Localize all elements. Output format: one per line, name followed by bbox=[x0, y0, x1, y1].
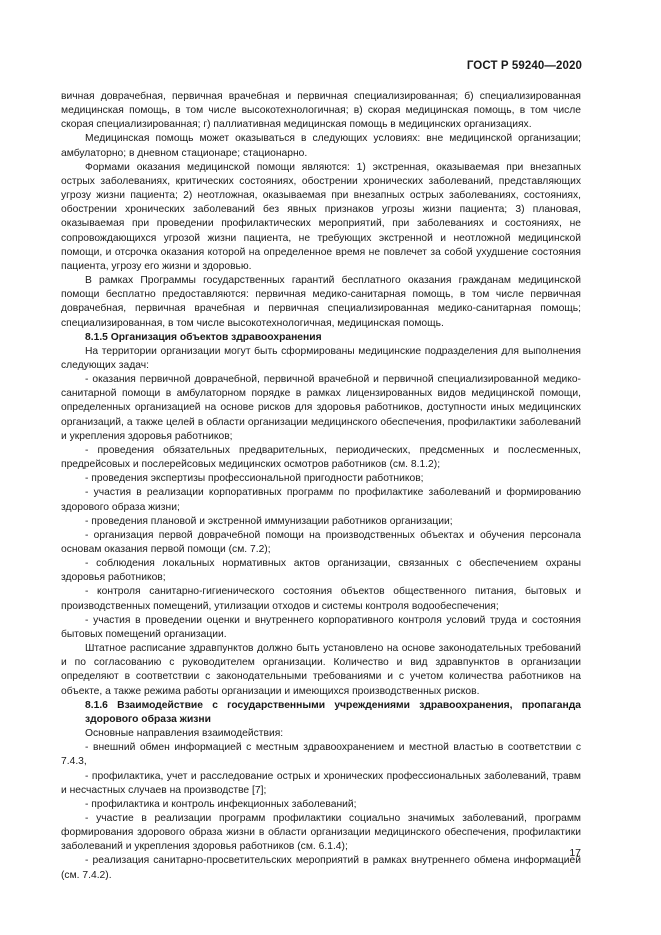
paragraph: На территории организации могут быть сформированы медицинские подразделения для выполнения следующих задач: bbox=[61, 345, 581, 371]
paragraph: Формами оказания медицинской помощи являются: 1) экстренная, оказываемая при внезапных острых заболеваниях, критических состояниях, обострении хронических заболеваний, представляющих угрозу жизни пациента; 2) неотложная, оказываемая при внезапных острых заболеваниях, состояниях, обострении хронических заболеваний без явных признаков угрозы жизни пациента; 3) плановая, оказываемая при проведении профилактических мероприятий, при заболеваниях и состояниях, не сопровождающихся угрозой жизни пациента, не требующих экстренной и неотложной медицинской помощи, и отсрочка оказания которой на определенное время не повлечет за собой ухудшение состояния пациента, угрозу его жизни и здоровью. bbox=[61, 161, 581, 272]
document-number-header: ГОСТ Р 59240—2020 bbox=[466, 60, 582, 72]
section-heading: 8.1.6 Взаимодействие с государственными учреждениями здравоохранения, пропаганда здорового образа жизни bbox=[85, 699, 581, 725]
list-item: - организация первой доврачебной помощи на производственных объектах и обучения персонала основам оказания первой помощи (см. 7.2); bbox=[61, 529, 581, 555]
paragraph: В рамках Программы государственных гарантий бесплатного оказания гражданам медицинской помощи бесплатно предоставляются: первичная медико-санитарная помощь, в том числе первичная доврачебная, первичная врачебная и первичная специализированная медико-санитарная помощь; специализированная, в том числе высокотехнологичная, медицинская помощь. bbox=[61, 275, 581, 329]
list-item: - профилактика, учет и расследование острых и хронических профессиональных заболеваний, травм и несчастных случаев на производстве [7]; bbox=[61, 770, 581, 796]
list-item: - проведения обязательных предварительных, периодических, предсменных и послесменных, предрейсовых и послерейсовых медицинских осмотров работников (см. 8.1.2); bbox=[61, 444, 581, 471]
paragraph: вичная доврачебная, первичная врачебная и первичная специализированная; б) специализированная медицинская помощь, в том числе высокотехнологичная; в) скорая медицинская помощь, в том числе скорая специализированная; г) паллиативная медицинская помощь в медицинских организациях. bbox=[61, 91, 581, 131]
list-item: - соблюдения локальных нормативных актов организации, связанных с обеспечением охраны здоровья работников; bbox=[61, 558, 581, 584]
page-number: 17 bbox=[569, 847, 581, 859]
list-item: - проведения плановой и экстренной иммунизации работников организации; bbox=[85, 515, 453, 527]
paragraph: Медицинская помощь может оказываться в следующих условиях: вне медицинской организации; амбулаторно; в дневном стационаре; стационарно. bbox=[61, 133, 581, 159]
section-heading: 8.1.5 Организация объектов здравоохранения bbox=[85, 331, 322, 343]
list-item: - участия в реализации корпоративных программ по профилактике заболеваний и формированию здорового образа жизни; bbox=[61, 487, 581, 513]
list-item: - профилактика и контроль инфекционных заболеваний; bbox=[85, 798, 357, 810]
list-item: - внешний обмен информацией с местным здравоохранением и местной властью в соответствии с 7.4.3, bbox=[61, 742, 581, 768]
paragraph: Штатное расписание здравпунктов должно быть установлено на основе законодательных требований и по согласованию с руководителем организации. Количество и вид здравпунктов в организации определяют в соответствии с законодательными требованиями и с учетом количества работников на объекте, а также режима работы организации и имеющихся производственных рисков. bbox=[61, 643, 581, 697]
document-body bbox=[61, 90, 581, 883]
list-item: - проведения экспертизы профессиональной пригодности работников; bbox=[85, 473, 424, 485]
list-item: - реализация санитарно-просветительских мероприятий в рамках внутреннего обмена информацией (см. 7.4.2). bbox=[61, 855, 581, 881]
list-item: - контроля санитарно-гигиенического состояния объектов общественного питания, бытовых и производственных помещений, утилизации отходов и системы контроля водообеспечения; bbox=[61, 586, 581, 612]
paragraph: Основные направления взаимодействия: bbox=[85, 728, 284, 740]
list-item: - участие в реализации программ профилактики социально значимых заболеваний, программ формирования здорового образа жизни в области организации медицинского обеспечения, профилактики заболеваний и укрепления здоровья работников (см. 6.1.4); bbox=[61, 812, 581, 853]
list-item: - участия в проведении оценки и внутреннего корпоративного контроля условий труда и состояния бытовых помещений организации. bbox=[61, 614, 581, 640]
list-item: - оказания первичной доврачебной, первичной врачебной и первичной специализированной медико-санитарной помощи в амбулаторном порядке в рамках лицензированных видов медицинской помощи, определенных организацией на основе рисков для здоровья работников, доступности иных медицинских организаций, а также целей в области организации медицинского обеспечения, профилактики заболеваний и укрепления здоровья работников; bbox=[61, 374, 581, 442]
